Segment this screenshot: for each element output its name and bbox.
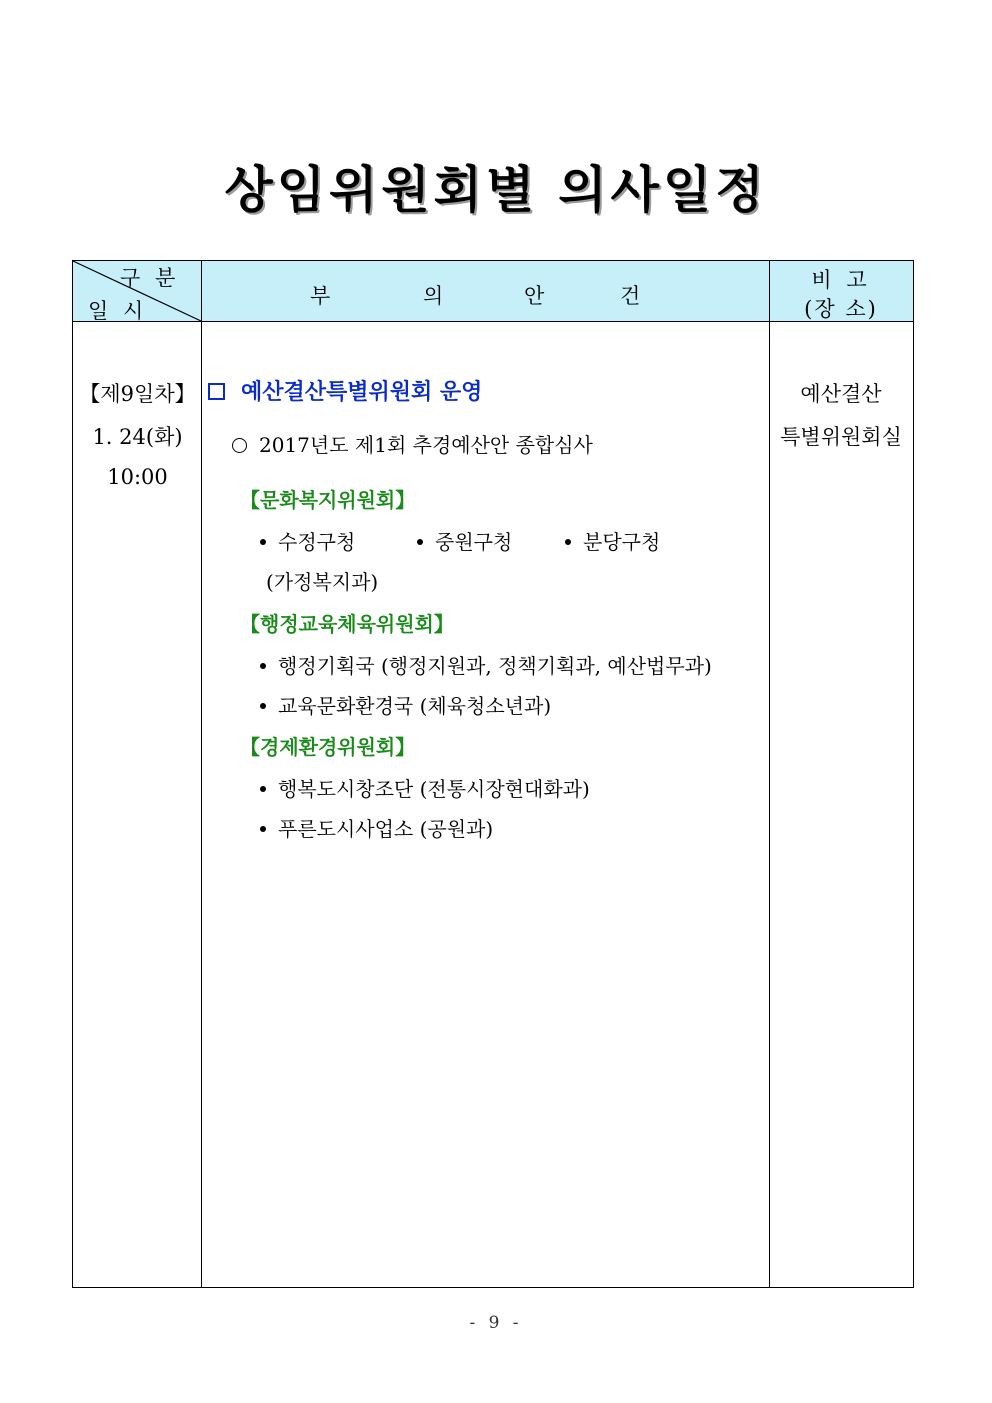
checkbox-square-icon (208, 383, 225, 400)
agenda-subitem-text: 2017년도 제1회 추경예산안 종합심사 (259, 433, 593, 457)
header-category-label: 구 분 (120, 266, 180, 290)
title-word-2: 의사일정 (558, 160, 768, 219)
column-divider-right (769, 260, 770, 1288)
agenda-subitem (232, 429, 593, 458)
agenda-heading (208, 375, 482, 406)
header-agenda-char-4: 건 (620, 284, 641, 308)
committee-admin-education-sports: 【행정교육체육위원회】 (240, 612, 454, 636)
column-divider-left (201, 260, 202, 1288)
header-agenda-char-1: 부 (310, 284, 331, 308)
header-location-label: (장 소) (804, 297, 878, 321)
page-number: - 9 - (469, 1313, 523, 1333)
list-item-text: 교육문화환경국 (체육청소년과) (278, 694, 552, 718)
list-item (565, 526, 660, 555)
bullet-icon (260, 663, 266, 669)
list-item-text: 행복도시창조단 (전통시장현대화과) (278, 777, 590, 801)
committee-culture-welfare: 【문화복지위원회】 (240, 488, 416, 512)
agenda-heading-text: 예산결산특별위원회 운영 (241, 379, 483, 405)
location-line-2: 특별위원회실 (780, 425, 902, 449)
list-item (260, 650, 712, 679)
header-agenda-char-3: 안 (524, 284, 545, 308)
header-remarks-label: 비 고 (811, 268, 871, 292)
list-item (417, 526, 512, 555)
title-word-1: 상임위원회별 (224, 160, 539, 219)
bullet-icon (260, 826, 266, 832)
list-item (260, 773, 590, 802)
location-line-1: 예산결산 (800, 382, 882, 406)
header-agenda-char-2: 의 (423, 284, 444, 308)
committee-economy-environment: 【경제환경위원회】 (240, 735, 416, 759)
list-item-note: (가정복지과) (266, 570, 379, 594)
list-item (260, 813, 493, 842)
bullet-icon (260, 786, 266, 792)
list-item (260, 690, 551, 719)
session-day: 【제9일차】 (79, 382, 196, 406)
circle-bullet-icon (232, 438, 247, 453)
header-datetime-label: 일 시 (88, 299, 148, 323)
bullet-icon (417, 539, 423, 545)
bullet-icon (260, 539, 266, 545)
session-time: 10:00 (107, 465, 168, 489)
bullet-icon (260, 703, 266, 709)
list-item-text: 푸른도시사업소 (공원과) (278, 817, 494, 841)
bullet-icon (565, 539, 571, 545)
list-item-text: 중원구청 (435, 530, 513, 554)
page-title (0, 150, 992, 222)
list-item-text: 행정기획국 (행정지원과, 정책기획과, 예산법무과) (278, 654, 712, 678)
list-item-text: 분당구청 (583, 530, 661, 554)
session-date: 1. 24(화) (92, 425, 183, 449)
list-item-text: 수정구청 (278, 530, 356, 554)
list-item (260, 526, 355, 555)
